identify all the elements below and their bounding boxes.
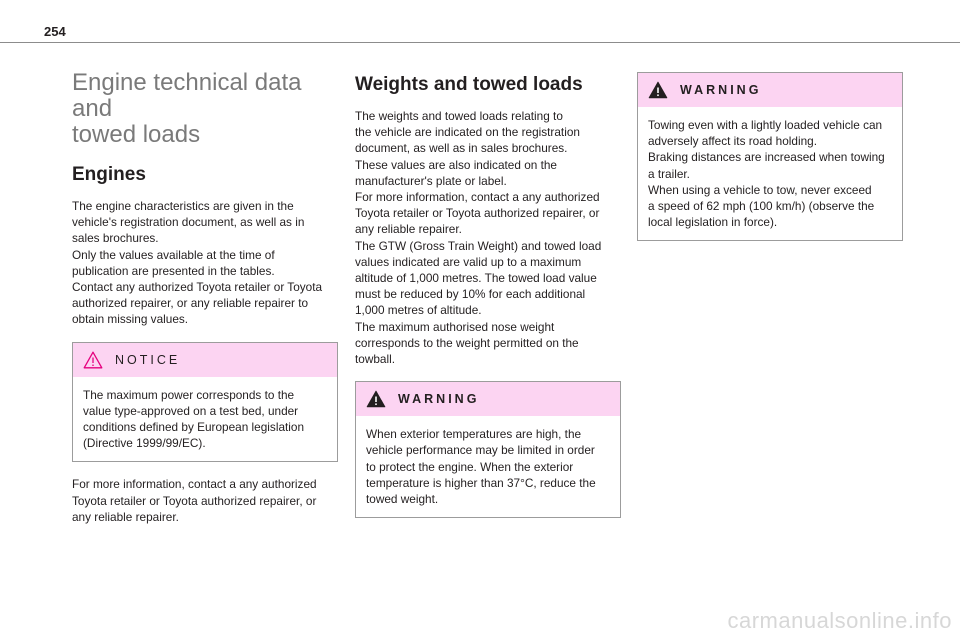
text-line: a trailer. [648, 166, 690, 181]
text-line: a speed of 62 mph (100 km/h) (observe the [648, 199, 875, 214]
page-title [72, 70, 338, 148]
text-line: document, as well as in sales brochures. [355, 141, 568, 156]
text-line: Toyota retailer or Toyota authorized repairer, or [355, 206, 600, 221]
text-line: Towing even with a lightly loaded vehicle can [648, 118, 883, 132]
watermark: carmanualsonline.info [727, 608, 952, 633]
notice-box [72, 342, 338, 463]
text-line: authorized repairer, or any reliable repairer to [72, 296, 309, 311]
warning-header [356, 382, 620, 416]
text-line: The GTW (Gross Train Weight) and towed load [355, 238, 602, 253]
warning-filled-icon [648, 81, 668, 99]
text-line: towball. [355, 352, 395, 367]
text-line: When using a vehicle to tow, never exceed [648, 182, 872, 197]
text-line: For more information, contact a any authorized [355, 190, 600, 205]
warning-filled-icon [366, 390, 386, 408]
notice-title: NOTICE [115, 352, 181, 367]
text-line: sales brochures. [72, 231, 159, 246]
page-number: 254 [44, 24, 66, 39]
weights-paragraph [355, 108, 621, 367]
warning-text [638, 107, 902, 240]
text-line: any reliable repairer. [72, 509, 179, 524]
warning-box-temperature [355, 381, 621, 518]
text-line: the vehicle are indicated on the registration [355, 125, 580, 140]
engines-heading: Engines [72, 164, 146, 185]
page-title-line: Engine technical data and [72, 69, 302, 122]
text-line: publication are presented in the tables. [72, 263, 275, 278]
more-info-paragraph [72, 476, 338, 525]
text-line: adversely affect its road holding. [648, 134, 817, 149]
column-engines [72, 70, 338, 525]
warning-header [638, 73, 902, 107]
text-line: Toyota retailer or Toyota authorized repairer, or [72, 493, 317, 508]
text-line: Braking distances are increased when towing [648, 150, 885, 165]
page-title-line: towed loads [72, 121, 201, 148]
header-rule [0, 42, 960, 43]
engines-paragraph [72, 198, 338, 328]
text-line: local legislation in force). [648, 215, 778, 230]
text-line: vehicle's registration document, as well as in [72, 215, 305, 230]
warning-outline-icon [83, 351, 103, 369]
text-line: These values are also indicated on the [355, 157, 557, 172]
text-line: temperature is higher than 37°C, reduce the [366, 475, 596, 490]
warning-box-towing [637, 72, 903, 241]
text-line: must be reduced by 10% for each additional [355, 287, 586, 302]
text-line: 1,000 metres of altitude. [355, 303, 482, 318]
text-line: The weights and towed loads relating to [355, 109, 563, 123]
text-line: value type-approved on a test bed, under [83, 403, 299, 418]
text-line: (Directive 1999/99/EC). [83, 436, 206, 451]
text-line: The maximum authorised nose weight [355, 319, 555, 334]
warning-text [356, 416, 620, 517]
text-line: The engine characteristics are given in the [72, 199, 294, 213]
text-line: When exterior temperatures are high, the [366, 427, 582, 442]
text-line: Contact any authorized Toyota retailer or Toyota [72, 280, 323, 295]
text-line: vehicle performance may be limited in order [366, 443, 595, 458]
text-line: Only the values available at the time of [72, 247, 275, 262]
column-towing-warning [637, 70, 903, 255]
text-line: corresponds to the weight permitted on the [355, 335, 579, 350]
text-line: manufacturer's plate or label. [355, 173, 507, 188]
weights-heading: Weights and towed loads [355, 74, 583, 95]
warning-title: WARNING [680, 83, 762, 97]
text-line: any reliable repairer. [355, 222, 462, 237]
text-line: For more information, contact a any authorized [72, 477, 317, 492]
notice-header [73, 343, 337, 377]
text-line: The maximum power corresponds to the [83, 387, 295, 402]
text-line: values indicated are valid up to a maximum [355, 254, 582, 269]
text-line: obtain missing values. [72, 312, 189, 327]
column-weights [355, 70, 621, 532]
notice-text [73, 377, 337, 462]
text-line: conditions defined by European legislation [83, 420, 305, 435]
text-line: to protect the engine. When the exterior [366, 459, 574, 474]
warning-title: WARNING [398, 392, 480, 407]
text-line: altitude of 1,000 metres. The towed load value [355, 271, 597, 286]
text-line: towed weight. [366, 492, 439, 507]
